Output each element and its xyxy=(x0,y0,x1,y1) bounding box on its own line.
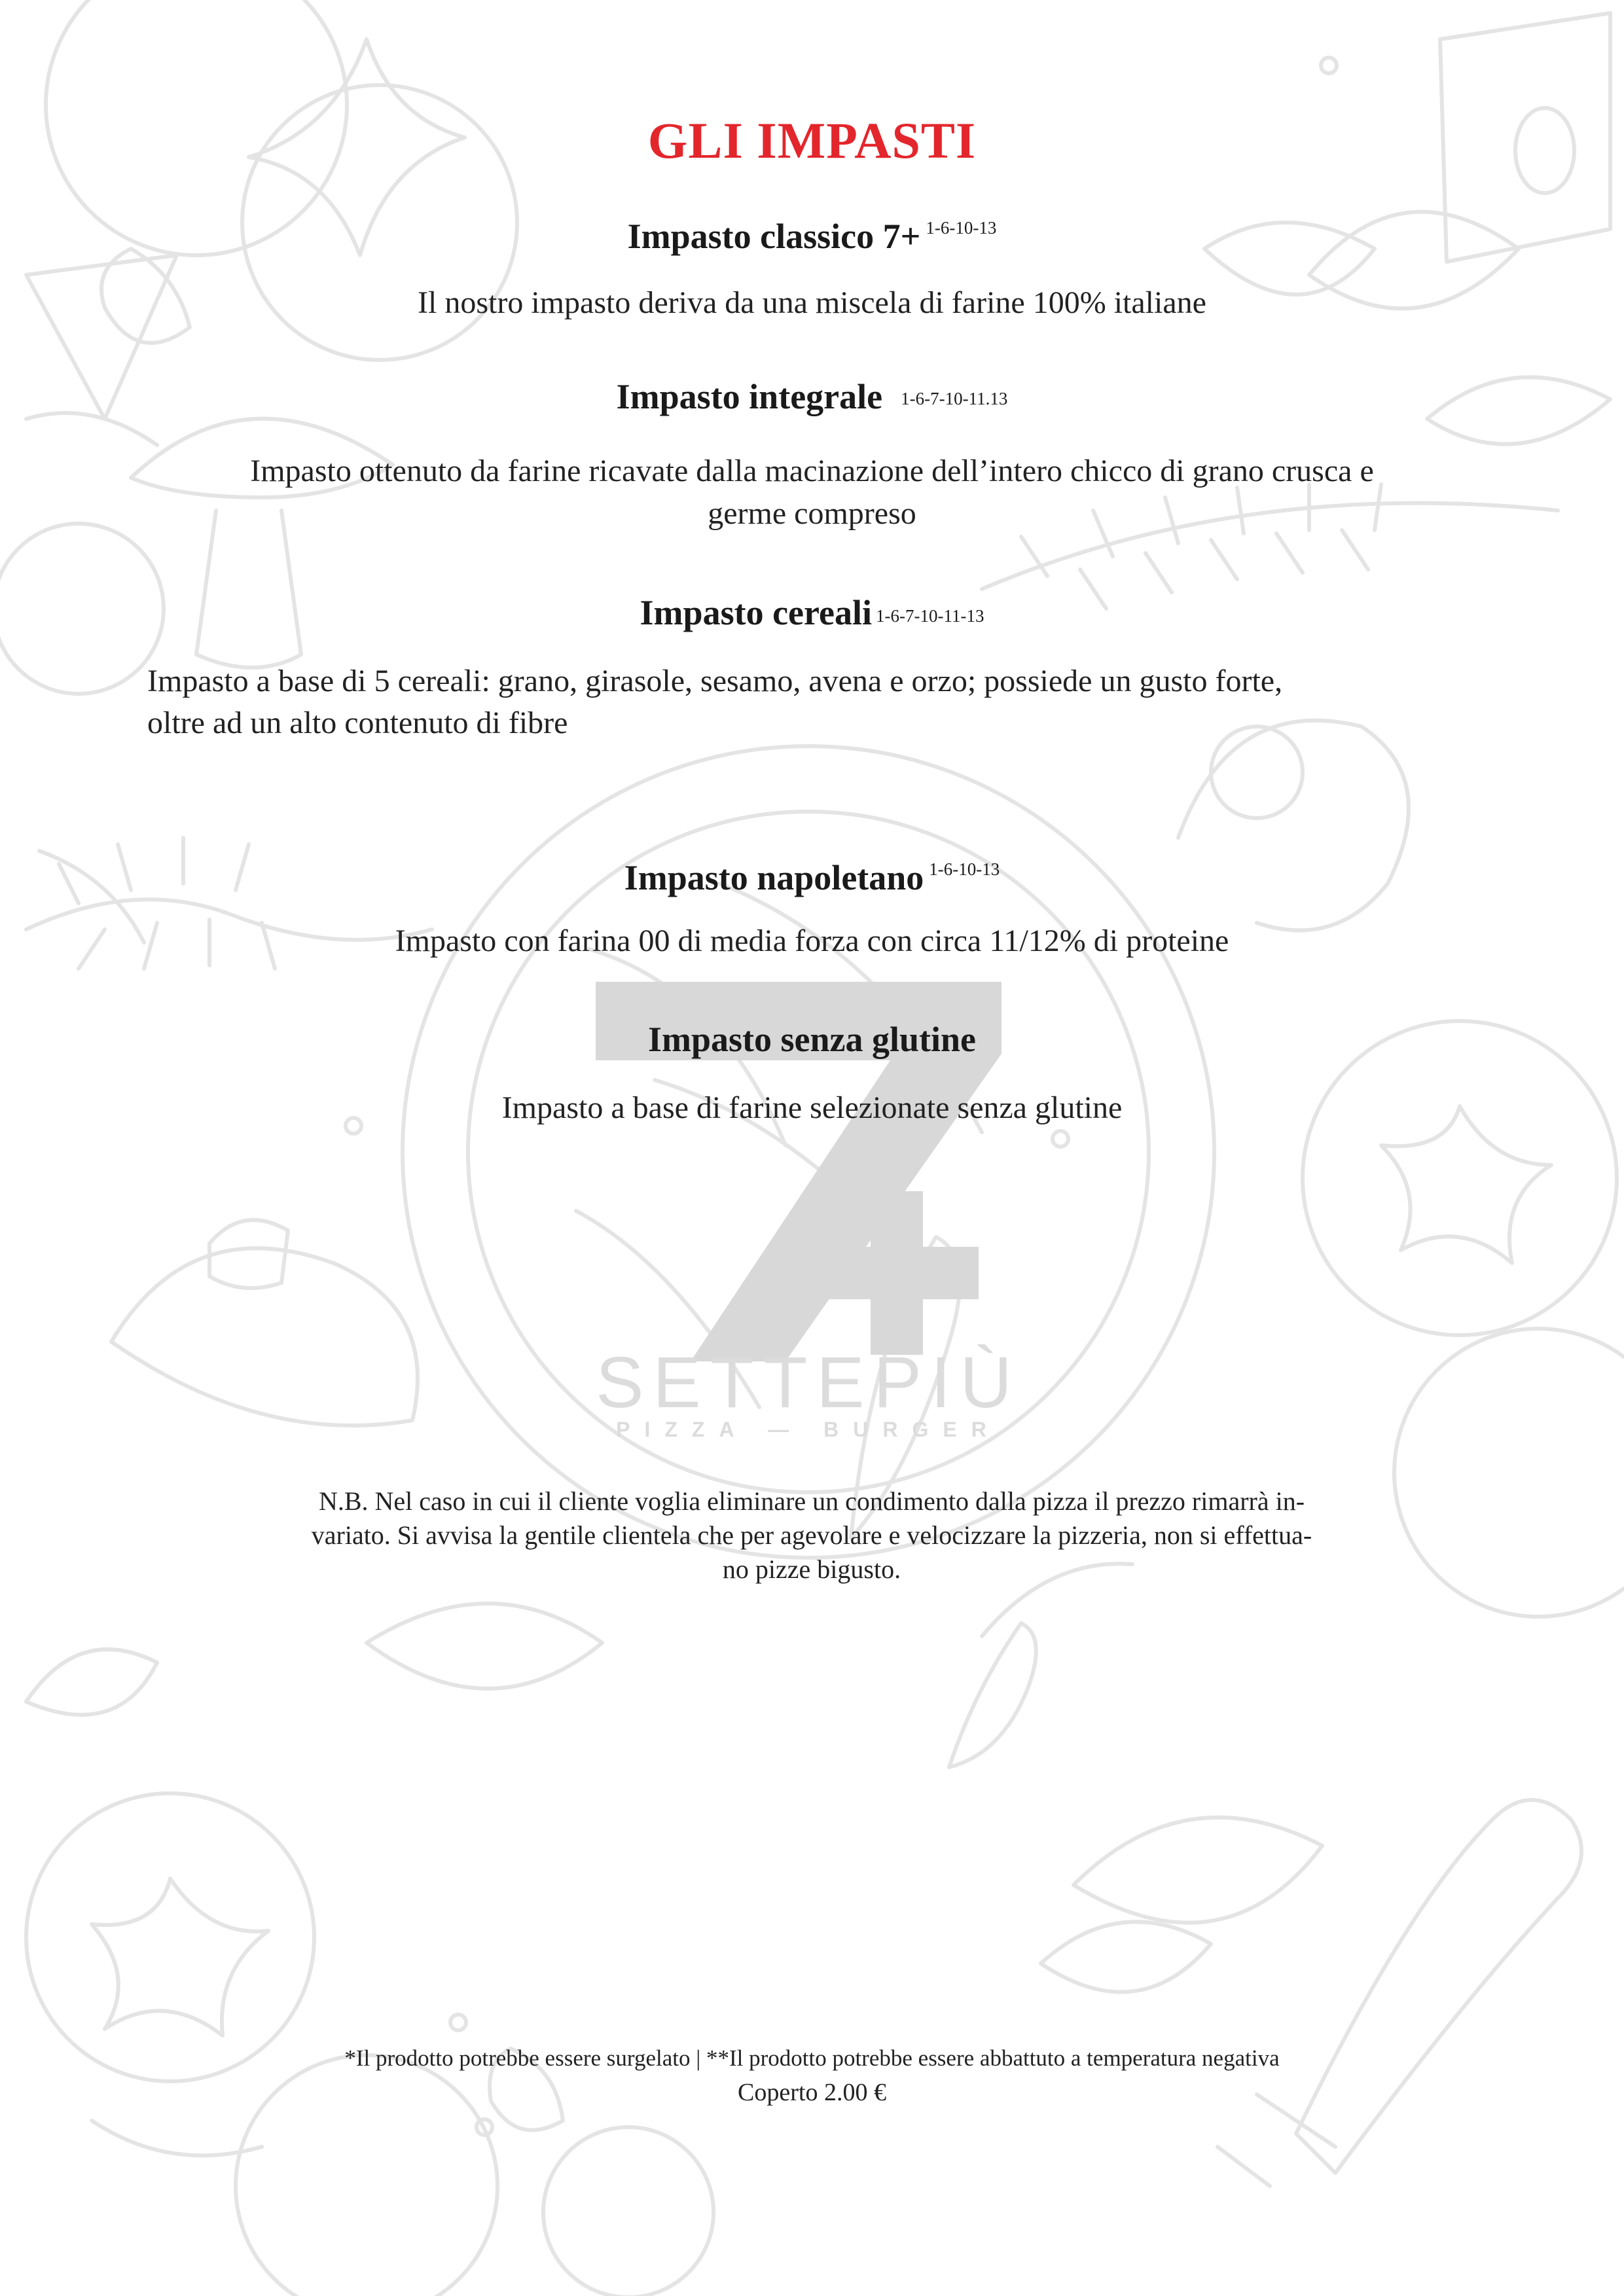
item-allergens: 1-6-7-10-11.13 xyxy=(901,389,1008,408)
item-description: Il nostro impasto deriva da una miscela di farine 100% italiane xyxy=(418,285,1206,320)
item-classico xyxy=(0,216,1624,257)
item-name: Impasto cereali xyxy=(640,593,872,632)
item-allergens: 1-6-10-13 xyxy=(926,218,997,238)
item-integrale xyxy=(0,376,1624,417)
item-cereali xyxy=(0,592,1624,633)
item-senza-glutine xyxy=(0,1019,1624,1060)
item-allergens: 1-6-7-10-11-13 xyxy=(875,606,984,626)
item-name: Impasto senza glutine xyxy=(647,1020,977,1059)
item-description: Impasto con farina 00 di media forza con circa 11/12% di proteine xyxy=(395,924,1229,958)
page-title: GLI IMPASTI xyxy=(647,112,977,169)
item-description-line: oltre ad un alto contenuto di fibre xyxy=(147,706,568,740)
watermark-brand: SETTEPIÙ xyxy=(596,1342,1021,1423)
nb-note xyxy=(216,1484,1407,1587)
item-description-line: Impasto ottenuto da farine ricavate dalla macinazione dell’intero chicco di grano crusca e xyxy=(250,454,1374,488)
item-name: Impasto classico 7+ xyxy=(627,217,921,256)
footer-disclaimer: *Il prodotto potrebbe essere surgelato | **Il prodotto potrebbe essere abbattuto a temperatura negativa xyxy=(344,2045,1280,2071)
item-description-line: Impasto a base di 5 cereali: grano, girasole, sesamo, avena e orzo; possiede un gusto forte, xyxy=(147,664,1283,698)
note-line: variato. Si avvisa la gentile clientela che per agevolare e velocizzare la pizzeria, non si effettua- xyxy=(311,1520,1312,1550)
item-name: Impasto integrale xyxy=(616,377,883,416)
item-name: Impasto napoletano xyxy=(624,858,924,897)
note-line: no pizze bigusto. xyxy=(722,1554,901,1584)
watermark-tagline: PIZZA — BURGER xyxy=(616,1418,1001,1441)
note-line: N.B. Nel caso in cui il cliente voglia eliminare un condimento dalla pizza il prezzo rimarrà in- xyxy=(318,1486,1305,1516)
item-description: Impasto a base di farine selezionate senza glutine xyxy=(501,1090,1123,1125)
item-allergens: 1-6-10-13 xyxy=(929,859,1000,879)
cover-charge: Coperto 2.00 € xyxy=(738,2079,886,2106)
item-description-line: germe compreso xyxy=(708,496,916,531)
item-napoletano xyxy=(0,857,1624,898)
